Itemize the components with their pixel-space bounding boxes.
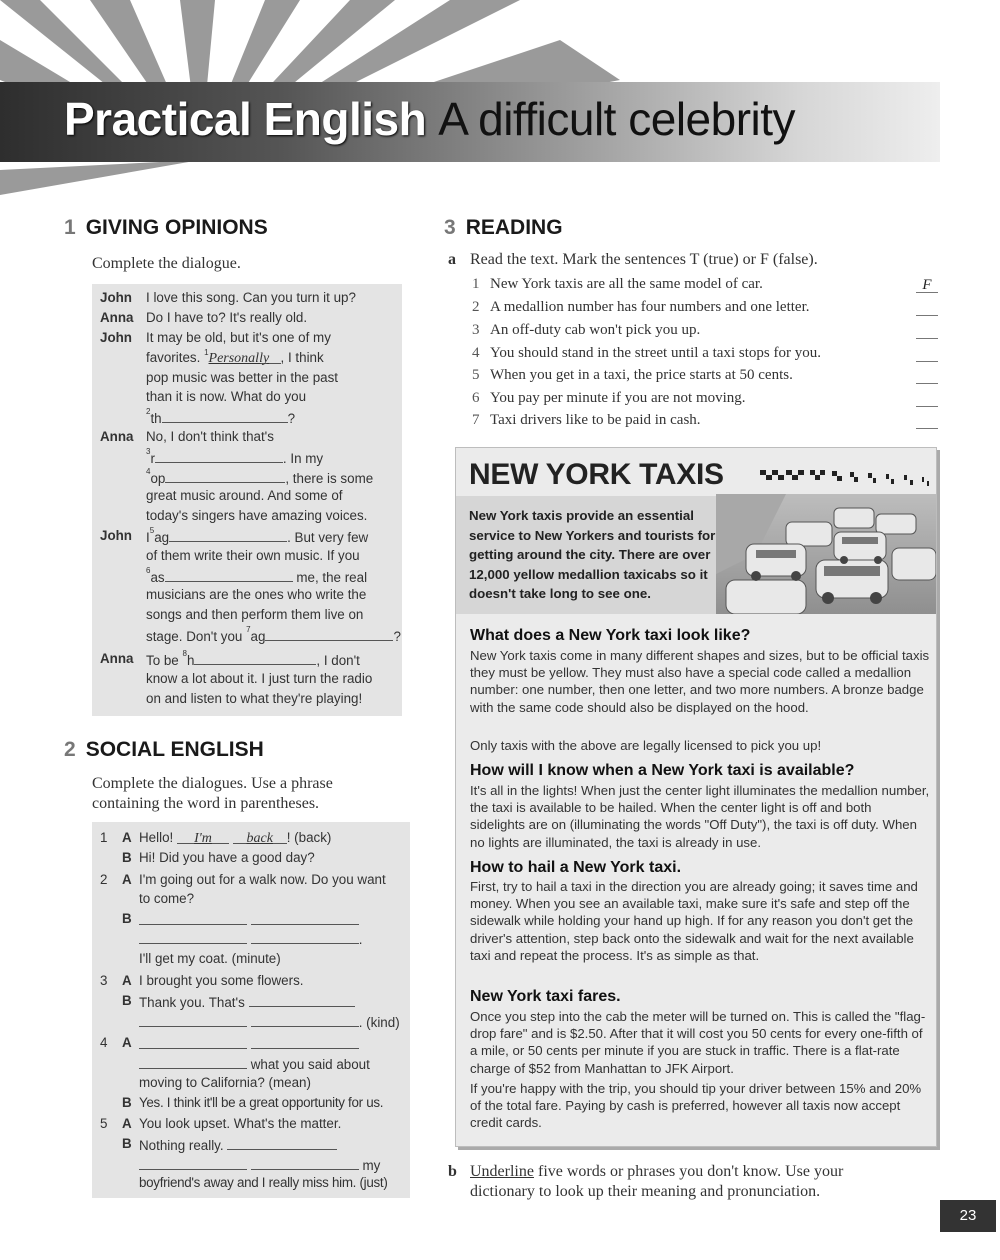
dialogue-line: songs and then perform them live on (146, 607, 364, 622)
text: , there is some (285, 471, 374, 486)
dialogue-line: You look upset. What's the matter. (139, 1116, 342, 1131)
item-number: 1 (100, 830, 108, 845)
section-1-instruction: Complete the dialogue. (92, 255, 241, 272)
tf-answer[interactable] (916, 347, 938, 362)
gap-prefix: h (186, 653, 195, 668)
section-title: SOCIAL ENGLISH (85, 738, 264, 761)
dialogue-line (146, 449, 323, 466)
section-title: GIVING OPINIONS (85, 216, 268, 239)
answer-blank[interactable] (251, 930, 359, 944)
statement (472, 345, 821, 362)
article-subheading: What does a New York taxi look like? (470, 627, 751, 644)
dialogue-line: great music around. And some of (146, 488, 343, 503)
speaker-label: John (100, 330, 132, 345)
dialogue-line: I'm going out for a walk now. Do you want (139, 872, 386, 887)
answer-blank[interactable] (165, 568, 293, 582)
speaker-a: A (122, 830, 132, 845)
speaker-label: Anna (100, 310, 134, 325)
speaker-b: B (122, 850, 132, 865)
text: what you said about (250, 1057, 370, 1072)
answer-blank[interactable] (139, 1035, 247, 1049)
text: me, the real (296, 570, 368, 585)
answer-blank[interactable] (139, 1156, 247, 1170)
statement-number: 2 (472, 299, 480, 315)
page-number: 23 (940, 1200, 996, 1232)
tf-answer[interactable]: F (916, 278, 938, 293)
tf-answer[interactable] (916, 324, 938, 339)
part-label: a (448, 251, 456, 268)
answer-line (139, 1035, 359, 1052)
page-header (0, 0, 1000, 200)
gap-prefix: ag (250, 629, 266, 644)
statement-text: You should stand in the street until a taxi stops for you. (490, 345, 821, 361)
statement-number: 3 (472, 322, 480, 338)
answer-blank[interactable] (139, 1013, 247, 1027)
article-intro: New York taxis provide an essential service to New Yorkers and tourists for getting around the city. There are over 12,000 yellow medallion taxicabs so it doesn't take long to see one. (469, 508, 716, 601)
gap-number: 8 (182, 649, 187, 658)
dialogue-line: know a lot about it. I just turn the radio (146, 671, 373, 686)
article-title: NEW YORK TAXIS (469, 458, 724, 491)
section-2-instruction: containing the word in parentheses. (92, 795, 320, 812)
part-b-instruction: dictionary to look up their meaning and pronunciation. (470, 1183, 821, 1200)
dialogue-line: It may be old, but it's one of my (146, 330, 331, 345)
text: To be (146, 653, 179, 668)
dialogue-line: Yes. I think it'll be a great opportunity for us. (139, 1095, 384, 1110)
gap-prefix: th (150, 411, 162, 426)
speaker-a: A (122, 1035, 132, 1050)
statement (472, 367, 793, 384)
speaker-b: B (122, 1136, 132, 1151)
answer-blank[interactable] (169, 528, 287, 542)
dialogue-line (139, 993, 355, 1010)
checker-decoration (760, 466, 932, 488)
text: . But very few (287, 530, 369, 545)
statement-text: An off-duty cab won't pick you up. (490, 322, 701, 338)
gap-prefix: r (150, 451, 155, 466)
dialogue-line (139, 1055, 370, 1072)
statement-number: 6 (472, 390, 480, 406)
answer-blank[interactable] (249, 993, 355, 1007)
gap-number: 4 (146, 467, 151, 476)
dialogue-line (146, 469, 373, 486)
tf-answer[interactable] (916, 301, 938, 316)
dialogue-line: to come? (139, 891, 195, 906)
taxi-traffic-photo (716, 494, 936, 614)
section-title: READING (465, 216, 563, 239)
dialogue-line (139, 1156, 380, 1173)
gap-number: 6 (146, 566, 151, 575)
article-subheading: How will I know when a New York taxi is available? (470, 762, 855, 779)
text: . (kind) (358, 1015, 400, 1030)
dialogue-line (146, 627, 401, 644)
gap-number: 3 (146, 447, 151, 456)
statement-text: When you get in a taxi, the price starts at 50 cents. (490, 367, 793, 383)
article-subheading: How to hail a New York taxi. (470, 859, 682, 876)
text: I (146, 530, 150, 545)
dialogue-line: I'll get my coat. (minute) (139, 951, 281, 966)
dialogue-line: Hi! Did you have a good day? (139, 850, 315, 865)
answer-blank[interactable] (233, 830, 287, 844)
section-3-heading (444, 216, 563, 240)
title-light: A difficult celebrity (438, 93, 796, 145)
speaker-label: Anna (100, 429, 134, 444)
answer-blank[interactable] (251, 1035, 359, 1049)
answer-blank[interactable] (265, 627, 393, 641)
section-1-heading (64, 216, 268, 240)
example-answer: I'm (194, 831, 212, 846)
text: five words or phrases you don't know. Use your (533, 1163, 844, 1180)
answer-blank[interactable] (139, 1055, 247, 1069)
text: Thank you. That's (139, 995, 245, 1010)
dialogue-line: pop music was better in the past (146, 370, 339, 385)
page-title (64, 92, 795, 146)
dialogue-line (139, 830, 331, 845)
item-number: 3 (100, 973, 108, 988)
answer-blank[interactable] (251, 911, 359, 925)
dialogue-line (146, 350, 324, 365)
gap-number: 7 (246, 625, 251, 634)
answer-blank[interactable] (209, 350, 281, 364)
underlined-word: Underline (470, 1163, 534, 1180)
dialogue-line: moving to California? (mean) (139, 1075, 311, 1090)
speaker-a: A (122, 872, 132, 887)
section-number: 1 (64, 216, 76, 239)
statement-number: 5 (472, 367, 480, 383)
dialogue-line: on and listen to what they're playing! (146, 691, 363, 706)
item-number: 4 (100, 1035, 108, 1050)
text: , I think (280, 350, 324, 365)
statement-text: New York taxis are all the same model of car. (490, 276, 763, 292)
article-paragraph: It's all in the lights! When just the center light illuminates the medallion number, the taxi is available to be hailed. When the center light is off and both sidelights are on (illuminating the words "Off Duty"), the taxi is off duty. When no lights are illuminated, the taxi is already in use. (470, 783, 930, 850)
section-number: 3 (444, 216, 456, 239)
statement (472, 322, 700, 339)
speaker-label: John (100, 528, 132, 543)
text: ? (393, 629, 401, 644)
speaker-b: B (122, 1095, 132, 1110)
gap-prefix: as (150, 570, 165, 585)
item-number: 2 (100, 872, 108, 887)
answer-blank[interactable] (194, 651, 316, 665)
text: stage. Don't you (146, 629, 243, 644)
section-2-instruction: Complete the dialogues. Use a phrase (92, 775, 333, 792)
statement (472, 390, 746, 407)
part-label: b (448, 1163, 457, 1180)
text: , I don't (316, 653, 360, 668)
gap-prefix: ag (154, 530, 170, 545)
answer-blank[interactable] (177, 830, 229, 844)
dialogue-line: musicians are the ones who write the (146, 587, 367, 602)
dialogue-line: I brought you some flowers. (139, 973, 304, 988)
gap-number: 1 (204, 348, 209, 357)
dialogue-line: today's singers have amazing voices. (146, 508, 368, 523)
article-paragraph: Once you step into the cab the meter will be turned on. This is called the "flag-drop fare" and is $2.50. After that it will cost you 50 cents for every one-fifth of a mile, or 50 cents per minute if you are stuck in traffic. There is a flat-rate charge of $52 from Manhattan to JFK Airport. (470, 1009, 926, 1076)
title-bold: Practical English (64, 93, 427, 145)
text: ? (287, 411, 296, 426)
article-paragraph: Only taxis with the above are legally licensed to pick you up! (470, 738, 822, 753)
answer-line (139, 1013, 400, 1030)
statement-text: You pay per minute if you are not moving. (490, 390, 746, 406)
section-2-heading (64, 738, 264, 762)
dialogue-line (146, 409, 295, 426)
section-number: 2 (64, 738, 76, 761)
article-subheading: New York taxi fares. (470, 988, 621, 1005)
dialogue-line: than it is now. What do you (146, 389, 307, 404)
answer-blank[interactable] (155, 449, 283, 463)
statement (472, 412, 701, 429)
statement-text: A medallion number has four numbers and one letter. (490, 299, 810, 315)
dialogue-line: I love this song. Can you turn it up? (146, 290, 356, 305)
text: Hello! (139, 830, 174, 845)
speaker-a: A (122, 973, 132, 988)
dialogue-line: Do I have to? It's really old. (146, 310, 308, 325)
speaker-b: B (122, 993, 132, 1008)
text: my (362, 1158, 381, 1173)
gap-number: 5 (149, 526, 155, 535)
dialogue-line (146, 568, 367, 585)
speaker-label: John (100, 290, 132, 305)
part-b-instruction (470, 1162, 843, 1182)
answer-line: . (139, 930, 362, 947)
item-number: 5 (100, 1116, 108, 1131)
gap-number: 2 (146, 407, 151, 416)
text: . In my (282, 451, 324, 466)
answer-line (139, 911, 359, 928)
answer-blank[interactable] (251, 1156, 359, 1170)
tf-answer[interactable] (916, 414, 938, 429)
text: favorites. (146, 350, 201, 365)
dialogue-line: No, I don't think that's (146, 429, 274, 444)
answer-blank[interactable] (165, 469, 285, 483)
dialogue-line (146, 528, 368, 545)
speaker-label: Anna (100, 651, 134, 666)
dialogue-line: of them write their own music. If you (146, 548, 360, 563)
dialogue-line: boyfriend's away and I really miss him. (just) (139, 1175, 388, 1190)
article-paragraph: New York taxis come in many different shapes and sizes, but to be official taxis they must be yellow. They must also have a special code called a medallion number: one number, then one letter, and two more numbers. A bronze badge with the same code should also be displayed on the hood. (470, 648, 930, 715)
answer-blank[interactable] (162, 409, 288, 423)
dialogue-line (139, 1136, 337, 1153)
statement-number: 7 (472, 412, 480, 428)
statement (472, 299, 810, 316)
dialogue-line (146, 651, 360, 668)
gap-prefix: op (150, 471, 166, 486)
statement (472, 276, 763, 293)
answer-blank[interactable] (251, 1013, 359, 1027)
answer-blank[interactable] (139, 930, 247, 944)
answer-blank[interactable] (139, 911, 247, 925)
statement-number: 4 (472, 345, 480, 361)
article-paragraph: First, try to hail a taxi in the direction you are already going; it saves time and money. When you see an available taxi, make sure it's safe and step off the sidewalk while holding your hand up high. If for any reason you don't get the driver's attention, step back onto the sidewalk and wait for the next available taxi and repeat the process. It's as simple as that. (470, 879, 918, 963)
text: ! (back) (286, 830, 332, 845)
text: Nothing really. (139, 1138, 224, 1153)
tf-answer[interactable] (916, 392, 938, 407)
speaker-b: B (122, 911, 132, 926)
answer-blank[interactable] (227, 1136, 337, 1150)
statement-number: 1 (472, 276, 480, 292)
example-answer: Personally (208, 351, 270, 366)
example-answer: back (246, 831, 273, 846)
tf-answer[interactable] (916, 369, 938, 384)
speaker-a: A (122, 1116, 132, 1131)
statement-text: Taxi drivers like to be paid in cash. (490, 412, 701, 428)
part-a-instruction: Read the text. Mark the sentences T (true) or F (false). (470, 251, 818, 268)
article-paragraph: If you're happy with the trip, you should tip your driver between 15% and 20% of the total fare. Paying by cash is preferred, however all taxis now accept credit cards. (470, 1081, 922, 1131)
